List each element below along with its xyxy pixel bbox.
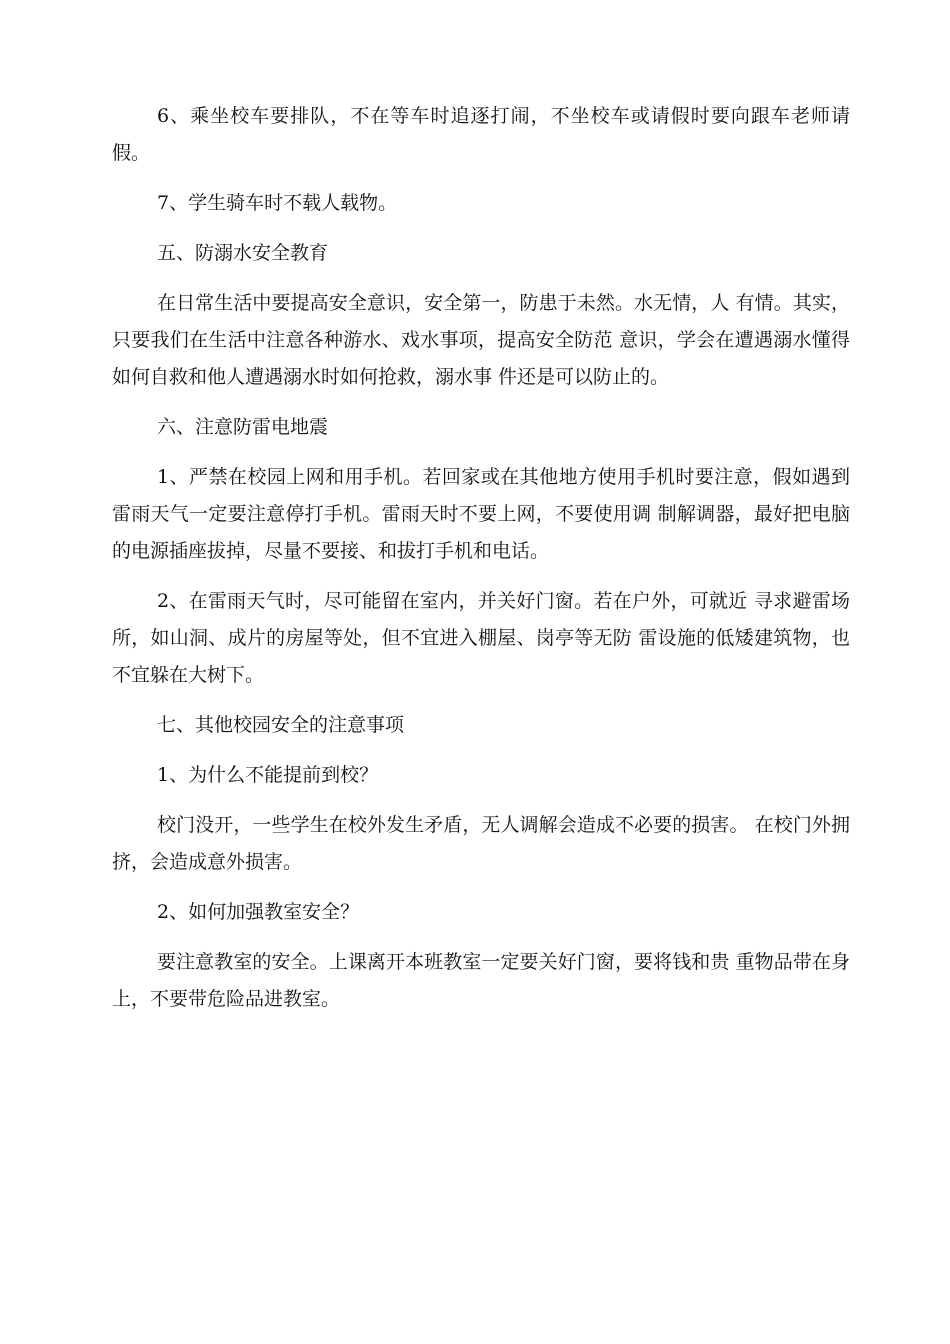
paragraph-school-bus: 6、乘坐校车要排队，不在等车时追逐打闹，不坐校车或请假时要向跟车老师请假。 (112, 105, 850, 164)
answer-classroom-safety: 要注意教室的安全。上课离开本班教室一定要关好门窗，要将钱和贵 重物品带在身上，不要带危险品进教室。 (112, 951, 850, 1010)
paragraph-lightning-phone: 1、严禁在校园上网和用手机。若回家或在其他地方使用手机时要注意，假如遇到雷雨天气一定要注意停打手机。雷雨天时不要上网，不要使用调 制解调器，最好把电脑的电源插座拔掉，尽量不要接、和拔打手机和电话。 (112, 466, 850, 562)
paragraph-drowning: 在日常生活中要提高安全意识，安全第一，防患于未然。水无情，人 有情。其实，只要我们在生活中注意各种游水、戏水事项，提高安全防范 意识，学会在遭遇溺水懂得如何自救和他人遭遇溺水时如何抢救，溺水事 件还是可以防止的。 (112, 292, 850, 388)
document-body (112, 98, 850, 1031)
question-classroom-safety: 2、如何加强教室安全？ (157, 901, 360, 923)
section-heading-drowning: 五、防溺水安全教育 (157, 242, 329, 264)
answer-early-arrival: 校门没开，一些学生在校外发生矛盾，无人调解会造成不必要的损害。 在校门外拥挤，会造成意外损害。 (112, 814, 850, 873)
question-early-arrival: 1、为什么不能提前到校？ (157, 764, 379, 786)
paragraph-lightning-shelter: 2、在雷雨天气时，尽可能留在室内，并关好门窗。若在户外，可就近 寻求避雷场所，如山洞、成片的房屋等处，但不宜进入棚屋、岗亭等无防 雷设施的低矮建筑物，也不宜躲在大树下。 (112, 590, 850, 686)
paragraph-bicycle: 7、学生骑车时不载人载物。 (157, 192, 398, 214)
section-heading-lightning: 六、注意防雷电地震 (157, 416, 329, 438)
section-heading-other-safety: 七、其他校园安全的注意事项 (157, 714, 405, 736)
